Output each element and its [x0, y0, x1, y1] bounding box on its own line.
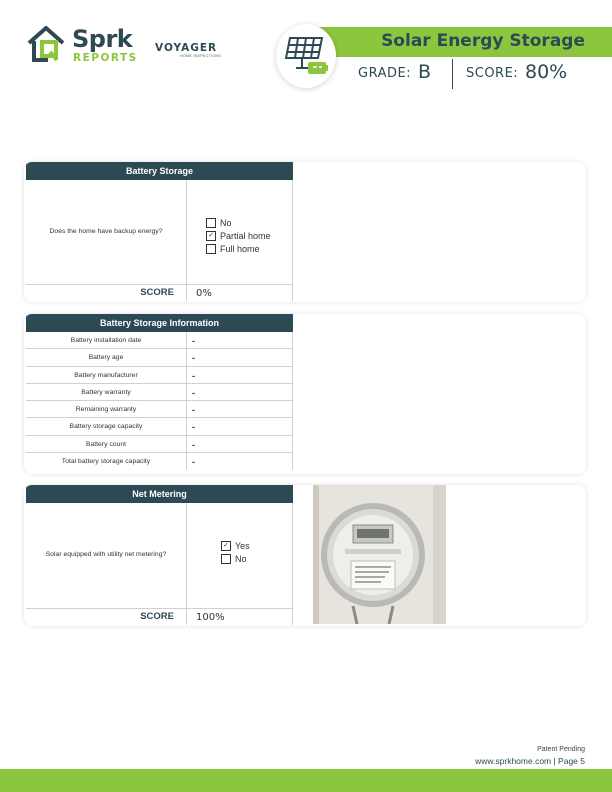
row-value: - — [192, 387, 195, 398]
footer-bar — [0, 769, 612, 792]
option-full-home[interactable] — [206, 244, 260, 254]
row-label: Battery age — [26, 349, 187, 365]
section-title: Solar Energy Storage — [381, 31, 585, 51]
table-row — [26, 349, 292, 366]
table-row — [26, 384, 292, 401]
score-row-value: 0% — [196, 288, 212, 299]
battery-info-card — [24, 314, 586, 474]
row-value: - — [192, 439, 195, 450]
option-no[interactable] — [221, 554, 247, 564]
voyager-logo — [155, 42, 225, 62]
checkbox-no[interactable] — [221, 554, 231, 564]
battery-storage-score-row — [26, 284, 293, 301]
section-title-band — [300, 27, 612, 57]
row-label: Total battery storage capacity — [26, 453, 187, 470]
row-value: - — [192, 405, 195, 416]
option-yes[interactable] — [221, 541, 250, 551]
row-label: Battery installation date — [26, 332, 187, 348]
score-row-value: 100% — [196, 612, 225, 623]
grade-separator — [452, 59, 453, 89]
row-value: - — [192, 353, 195, 364]
score-label: SCORE: — [466, 66, 519, 81]
option-label: Full home — [220, 244, 260, 254]
option-no[interactable] — [206, 218, 232, 228]
table-row — [26, 367, 292, 384]
row-label: Battery count — [26, 436, 187, 452]
table-row — [26, 436, 292, 453]
row-label: Battery manufacturer — [26, 367, 187, 383]
footer-url-page[interactable]: www.sprkhome.com | Page 5 — [475, 756, 585, 766]
row-value: - — [192, 370, 195, 381]
brand-name: Sprk — [72, 25, 133, 53]
net-metering-score-row — [26, 608, 293, 625]
option-label: Partial home — [220, 231, 271, 241]
solar-panel-battery-icon — [284, 34, 330, 78]
electric-meter-image — [313, 485, 446, 624]
partner-name: VOYAGER — [155, 42, 218, 54]
solar-badge — [276, 24, 336, 88]
backup-energy-options — [187, 180, 293, 284]
checkbox-full-home[interactable] — [206, 244, 216, 254]
net-metering-qa — [26, 503, 293, 608]
option-partial-home[interactable] — [206, 231, 271, 241]
grade-label: GRADE: — [358, 66, 412, 81]
row-label: Remaining warranty — [26, 401, 187, 417]
row-value: - — [192, 336, 195, 346]
brand-sub: REPORTS — [73, 52, 138, 64]
row-label: Battery warranty — [26, 384, 187, 400]
row-value: - — [192, 422, 195, 433]
net-metering-question: Solar equipped with utility net metering? — [26, 503, 187, 608]
battery-storage-qa — [26, 180, 293, 284]
net-metering-options — [187, 503, 293, 608]
table-row — [26, 453, 292, 470]
patent-note: Patent Pending — [537, 746, 585, 753]
battery-storage-title: Battery Storage — [26, 162, 293, 180]
option-label: Yes — [235, 541, 250, 551]
row-label: Battery storage capacity — [26, 418, 187, 434]
row-value: - — [192, 457, 195, 468]
checkbox-yes-checked[interactable]: ✓ — [221, 541, 231, 551]
net-metering-card — [24, 485, 586, 626]
battery-info-title: Battery Storage Information — [26, 314, 293, 332]
utility-meter-photo[interactable] — [313, 485, 446, 624]
option-label: No — [220, 218, 232, 228]
score-row-label: SCORE — [26, 285, 187, 301]
table-row — [26, 401, 292, 418]
table-row — [26, 418, 292, 435]
checkbox-no[interactable] — [206, 218, 216, 228]
score-row-label: SCORE — [26, 609, 187, 625]
backup-energy-question: Does the home have backup energy? — [26, 180, 187, 284]
sprk-logo — [26, 24, 146, 68]
score-value: 80% — [525, 61, 568, 83]
battery-storage-card — [24, 162, 586, 302]
battery-info-table — [26, 332, 293, 470]
checkbox-partial-home-checked[interactable]: ✓ — [206, 231, 216, 241]
net-metering-title: Net Metering — [26, 485, 293, 503]
grade-score-row — [345, 58, 612, 90]
table-row — [26, 332, 292, 349]
partner-sub: HOME INSPECTIONS — [180, 54, 221, 58]
grade-value: B — [418, 61, 432, 83]
house-logo-icon — [26, 24, 66, 64]
option-label: No — [235, 554, 247, 564]
